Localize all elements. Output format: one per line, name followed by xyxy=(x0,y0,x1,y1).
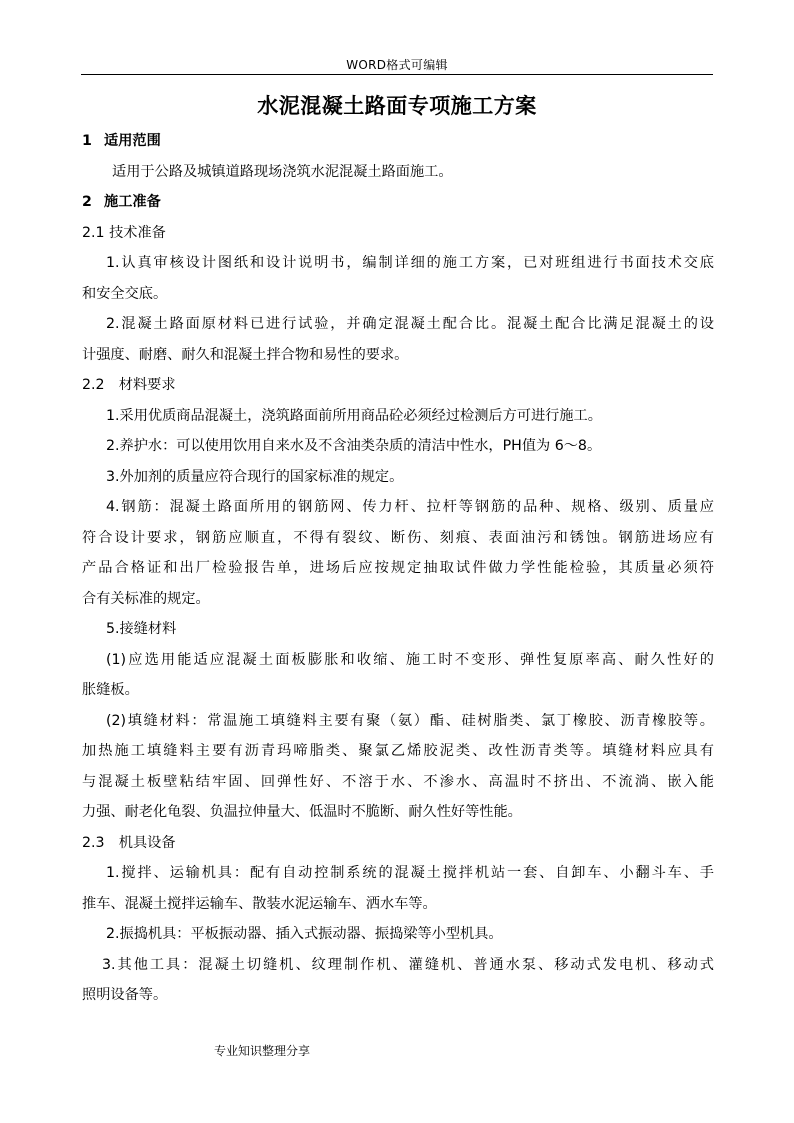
page-footer: 专业知识整理分享 xyxy=(214,1044,311,1058)
paragraph: 2.振捣机具：平板振动器、插入式振动器、振捣梁等小型机具。 xyxy=(106,926,503,942)
document-body xyxy=(82,126,714,1011)
document-title: 水泥混凝土路面专项施工方案 xyxy=(257,93,537,118)
paragraph-line: 3.其他工具：混凝土切缝机、纹理制作机、灌缝机、普通水泵、移动式发电机、移动式 xyxy=(102,956,714,973)
paragraph-line: 1.认真审核设计图纸和设计说明书，编制详细的施工方案，已对班组进行书面技术交底 xyxy=(106,255,714,271)
paragraph-line: 1.搅拌、运输机具：配有自动控制系统的混凝土搅拌机站一套、自卸车、小翻斗车、手 xyxy=(106,865,714,881)
paragraph-line: 推车、混凝土搅拌运输车、散装水泥运输车、洒水车等。 xyxy=(82,895,437,912)
subsection-2-2-heading: 2.2 材料要求 xyxy=(82,377,176,393)
paragraph-line: (1)应选用能适应混凝土面板膨胀和收缩、施工时不变形、弹性复原率高、耐久性好的 xyxy=(106,651,714,668)
paragraph-line: 4.钢筋：混凝土路面所用的钢筋网、传力杆、拉杆等钢筋的品种、规格、级别、质量应 xyxy=(106,499,714,515)
section-1-heading xyxy=(82,126,714,157)
subsection-2-3-heading: 2.3 机具设备 xyxy=(82,834,176,851)
paragraph-line: (2)填缝材料：常温施工填缝料主要有聚（氨）酯、硅树脂类、氯丁橡胶、沥青橡胶等。 xyxy=(106,712,714,729)
paragraph-line: 合有关标准的规定。 xyxy=(82,590,210,607)
paragraph: 3.外加剂的质量应符合现行的国家标准的规定。 xyxy=(106,468,404,485)
paragraph: 2.养护水：可以使用饮用自来水及不含油类杂质的清洁中性水，PH值为 6～8。 xyxy=(106,438,602,454)
paragraph-line: 产品合格证和出厂检验报告单，进场后应按规定抽取试件做力学性能检验，其质量必须符 xyxy=(82,560,714,576)
subsection-2-1-heading: 2.1 技术准备 xyxy=(82,224,166,241)
page-header: WORD格式可编辑 xyxy=(346,58,448,72)
paragraph: 1.采用优质商品混凝土，浇筑路面前所用商品砼必须经过检测后方可进行施工。 xyxy=(106,407,602,424)
paragraph: 适用于公路及城镇道路现场浇筑水泥混凝土路面施工。 xyxy=(112,163,453,180)
paragraph-line: 力强、耐老化龟裂、负温拉伸量大、低温时不脆断、耐久性好等性能。 xyxy=(82,804,522,820)
section-number: 2 xyxy=(82,194,92,210)
section-number: 1 xyxy=(82,133,92,149)
section-title: 适用范围 xyxy=(104,133,161,149)
header-rule xyxy=(81,74,713,75)
paragraph-line: 照明设备等。 xyxy=(82,987,168,1003)
paragraph-line: 符合设计要求，钢筋应顺直，不得有裂纹、断伤、刻痕、表面油污和锈蚀。钢筋进场应有 xyxy=(82,529,714,546)
section-title: 施工准备 xyxy=(104,194,161,210)
paragraph-line: 2.混凝土路面原材料已进行试验，并确定混凝土配合比。混凝土配合比满足混凝土的设 xyxy=(106,316,714,332)
paragraph-line: 与混凝土板壁粘结牢固、回弹性好、不溶于水、不渗水、高温时不挤出、不流淌、嵌入能 xyxy=(82,773,714,790)
paragraph-line: 和安全交底。 xyxy=(82,285,168,302)
paragraph-line: 胀缝板。 xyxy=(82,682,139,698)
paragraph-line: 计强度、耐磨、耐久和混凝土拌合物和易性的要求。 xyxy=(82,346,409,363)
paragraph: 5.接缝材料 xyxy=(106,621,177,637)
section-2-heading xyxy=(82,187,714,218)
paragraph-line: 加热施工填缝料主要有沥青玛啼脂类、聚氯乙烯胶泥类、改性沥青类等。填缝材料应具有 xyxy=(82,743,714,759)
